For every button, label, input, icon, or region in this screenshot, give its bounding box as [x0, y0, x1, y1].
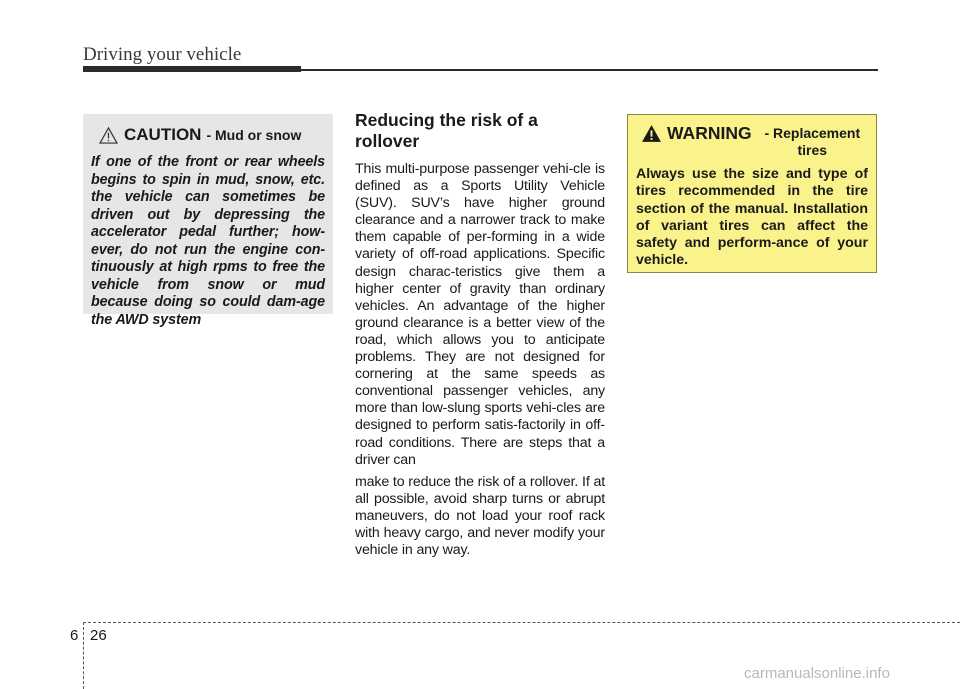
- warning-label: WARNING: [667, 123, 752, 143]
- warning-header: [636, 123, 868, 159]
- page-number: 26: [90, 627, 107, 644]
- rollover-section: [355, 110, 605, 564]
- caution-triangle-icon: [99, 127, 118, 144]
- section-paragraph-2: make to reduce the risk of a rollover. If at all possible, avoid sharp turns or abrupt maneuvers, do not load your roof rack with heavy cargo, and never modify your vehicle in any way.: [355, 473, 605, 559]
- caution-header: [91, 122, 325, 148]
- header-rule-thick: [83, 66, 301, 72]
- header-rule-thin: [301, 69, 878, 71]
- chapter-number: 6: [70, 627, 79, 644]
- page-header-title: Driving your vehicle: [83, 44, 242, 65]
- watermark: carmanualsonline.info: [744, 665, 890, 682]
- warning-subtitle: - Replacement tires: [764, 125, 861, 158]
- section-paragraph-1: This multi-purpose passenger vehi-cle is defined as a Sports Utility Vehicle (SUV). SUV’s have higher ground clearance and a narrower track to make them capable of per-forming in a wide variety of off-road applications. Specific design charac-teristics give them a higher center of gravity than ordinary vehicles. An advantage of the higher ground clearance is a better view of the road, which allows you to anticipate problems. They are not designed for cornering at the same speeds as conventional passenger vehicles, any more than low-slung sports vehi-cles are designed to perform satis-factorily in off-road conditions. There are steps that a driver can: [355, 161, 605, 468]
- section-heading: Reducing the risk of a rollover: [355, 110, 538, 151]
- footer-rule: [83, 622, 960, 623]
- caution-box: [83, 114, 333, 328]
- caution-subtitle: - Mud or snow: [206, 127, 302, 143]
- warning-triangle-icon: [641, 124, 662, 143]
- warning-box: [627, 114, 877, 273]
- caution-text: If one of the front or rear wheels begins to spin in mud, snow, etc. the vehicle can sometimes be driven out by depressing the accelerator pedal further; how-ever, do not run the engine con-tinuously at high rpms to free the vehicle from snow or mud because doing so could dam-age the AWD system: [91, 154, 325, 328]
- caution-label: CAUTION: [124, 125, 202, 144]
- warning-text: Always use the size and type of tires recommended in the tire section of the manual. Installation of variant tires can affect the safety and perform-ance of your vehicle.: [636, 166, 868, 269]
- footer-divider: [83, 622, 84, 689]
